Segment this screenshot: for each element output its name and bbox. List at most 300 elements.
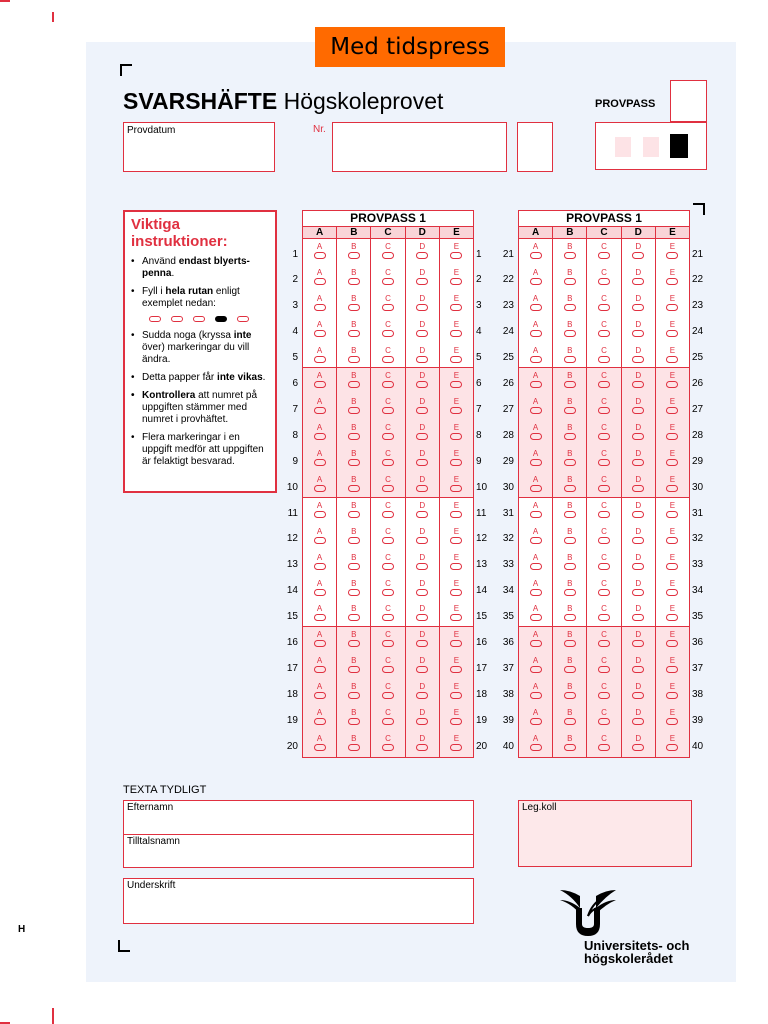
answer-bubble[interactable] xyxy=(666,614,678,621)
answer-option[interactable] xyxy=(303,498,337,524)
answer-option[interactable] xyxy=(656,576,689,602)
answer-bubble[interactable] xyxy=(416,356,428,363)
answer-option[interactable] xyxy=(337,576,371,602)
answer-bubble[interactable] xyxy=(314,537,326,544)
answer-bubble[interactable] xyxy=(450,744,462,751)
answer-option[interactable] xyxy=(587,291,621,317)
answer-bubble[interactable] xyxy=(348,356,360,363)
answer-option[interactable] xyxy=(371,679,405,705)
answer-bubble[interactable] xyxy=(632,537,644,544)
answer-bubble[interactable] xyxy=(666,640,678,647)
answer-option[interactable] xyxy=(587,472,621,497)
answer-bubble[interactable] xyxy=(382,330,394,337)
answer-bubble[interactable] xyxy=(632,252,644,259)
answer-option[interactable] xyxy=(519,265,553,291)
answer-option[interactable] xyxy=(519,679,553,705)
answer-bubble[interactable] xyxy=(450,330,462,337)
answer-bubble[interactable] xyxy=(530,304,542,311)
answer-bubble[interactable] xyxy=(530,563,542,570)
answer-bubble[interactable] xyxy=(564,356,576,363)
answer-bubble[interactable] xyxy=(348,459,360,466)
answer-option[interactable] xyxy=(622,601,656,626)
answer-option[interactable] xyxy=(587,705,621,731)
underskrift-field[interactable] xyxy=(123,878,474,924)
answer-option[interactable] xyxy=(440,446,473,472)
answer-option[interactable] xyxy=(337,239,371,265)
answer-option[interactable] xyxy=(587,576,621,602)
answer-option[interactable] xyxy=(371,239,405,265)
answer-option[interactable] xyxy=(303,394,337,420)
answer-option[interactable] xyxy=(337,265,371,291)
answer-option[interactable] xyxy=(440,627,473,653)
answer-bubble[interactable] xyxy=(666,744,678,751)
answer-bubble[interactable] xyxy=(348,381,360,388)
answer-bubble[interactable] xyxy=(598,304,610,311)
answer-option[interactable] xyxy=(440,498,473,524)
answer-option[interactable] xyxy=(656,627,689,653)
answer-bubble[interactable] xyxy=(450,692,462,699)
answer-option[interactable] xyxy=(519,550,553,576)
answer-option[interactable] xyxy=(440,472,473,497)
answer-bubble[interactable] xyxy=(416,252,428,259)
answer-bubble[interactable] xyxy=(666,330,678,337)
answer-option[interactable] xyxy=(587,679,621,705)
answer-option[interactable] xyxy=(553,550,587,576)
answer-option[interactable] xyxy=(622,472,656,497)
answer-option[interactable] xyxy=(371,291,405,317)
answer-option[interactable] xyxy=(406,653,440,679)
answer-bubble[interactable] xyxy=(314,407,326,414)
answer-option[interactable] xyxy=(656,498,689,524)
answer-bubble[interactable] xyxy=(450,563,462,570)
answer-bubble[interactable] xyxy=(314,433,326,440)
answer-bubble[interactable] xyxy=(450,433,462,440)
answer-bubble[interactable] xyxy=(314,692,326,699)
provpass-number-box[interactable] xyxy=(670,80,707,122)
answer-bubble[interactable] xyxy=(416,718,428,725)
answer-bubble[interactable] xyxy=(530,330,542,337)
answer-bubble[interactable] xyxy=(666,278,678,285)
answer-bubble[interactable] xyxy=(564,718,576,725)
answer-bubble[interactable] xyxy=(450,511,462,518)
answer-option[interactable] xyxy=(622,239,656,265)
answer-bubble[interactable] xyxy=(416,537,428,544)
answer-bubble[interactable] xyxy=(530,537,542,544)
answer-option[interactable] xyxy=(303,627,337,653)
answer-option[interactable] xyxy=(622,368,656,394)
answer-bubble[interactable] xyxy=(598,252,610,259)
answer-option[interactable] xyxy=(519,653,553,679)
answer-option[interactable] xyxy=(519,731,553,757)
answer-bubble[interactable] xyxy=(416,304,428,311)
answer-bubble[interactable] xyxy=(530,718,542,725)
answer-option[interactable] xyxy=(371,550,405,576)
answer-option[interactable] xyxy=(587,265,621,291)
answer-option[interactable] xyxy=(440,653,473,679)
efternamn-field[interactable] xyxy=(123,800,474,835)
answer-option[interactable] xyxy=(519,420,553,446)
answer-option[interactable] xyxy=(519,394,553,420)
answer-bubble[interactable] xyxy=(382,278,394,285)
answer-option[interactable] xyxy=(371,265,405,291)
answer-option[interactable] xyxy=(303,705,337,731)
answer-option[interactable] xyxy=(553,394,587,420)
answer-option[interactable] xyxy=(519,291,553,317)
answer-bubble[interactable] xyxy=(564,485,576,492)
answer-bubble[interactable] xyxy=(632,692,644,699)
nr-field[interactable] xyxy=(332,122,507,172)
answer-bubble[interactable] xyxy=(382,252,394,259)
answer-bubble[interactable] xyxy=(382,485,394,492)
answer-bubble[interactable] xyxy=(530,666,542,673)
answer-bubble[interactable] xyxy=(666,304,678,311)
answer-option[interactable] xyxy=(303,317,337,343)
answer-bubble[interactable] xyxy=(598,744,610,751)
answer-option[interactable] xyxy=(519,368,553,394)
answer-bubble[interactable] xyxy=(632,278,644,285)
answer-option[interactable] xyxy=(371,498,405,524)
answer-bubble[interactable] xyxy=(348,692,360,699)
answer-option[interactable] xyxy=(303,265,337,291)
answer-option[interactable] xyxy=(553,498,587,524)
answer-bubble[interactable] xyxy=(564,640,576,647)
answer-bubble[interactable] xyxy=(530,459,542,466)
answer-option[interactable] xyxy=(656,317,689,343)
answer-bubble[interactable] xyxy=(314,718,326,725)
answer-bubble[interactable] xyxy=(382,407,394,414)
answer-option[interactable] xyxy=(337,731,371,757)
answer-bubble[interactable] xyxy=(530,744,542,751)
answer-option[interactable] xyxy=(406,524,440,550)
answer-bubble[interactable] xyxy=(382,640,394,647)
answer-option[interactable] xyxy=(371,368,405,394)
answer-option[interactable] xyxy=(622,317,656,343)
answer-option[interactable] xyxy=(371,317,405,343)
answer-bubble[interactable] xyxy=(348,252,360,259)
answer-bubble[interactable] xyxy=(666,563,678,570)
answer-option[interactable] xyxy=(519,705,553,731)
answer-bubble[interactable] xyxy=(314,252,326,259)
answer-bubble[interactable] xyxy=(598,537,610,544)
answer-bubble[interactable] xyxy=(314,589,326,596)
answer-bubble[interactable] xyxy=(416,433,428,440)
answer-bubble[interactable] xyxy=(314,485,326,492)
answer-bubble[interactable] xyxy=(416,407,428,414)
answer-option[interactable] xyxy=(406,498,440,524)
answer-option[interactable] xyxy=(337,343,371,368)
answer-option[interactable] xyxy=(553,239,587,265)
answer-option[interactable] xyxy=(440,239,473,265)
answer-bubble[interactable] xyxy=(382,433,394,440)
answer-bubble[interactable] xyxy=(348,537,360,544)
answer-option[interactable] xyxy=(406,731,440,757)
answer-bubble[interactable] xyxy=(666,356,678,363)
answer-option[interactable] xyxy=(440,524,473,550)
answer-bubble[interactable] xyxy=(382,511,394,518)
answer-bubble[interactable] xyxy=(666,485,678,492)
answer-bubble[interactable] xyxy=(382,614,394,621)
answer-bubble[interactable] xyxy=(632,304,644,311)
answer-bubble[interactable] xyxy=(348,589,360,596)
answer-option[interactable] xyxy=(587,239,621,265)
answer-bubble[interactable] xyxy=(666,511,678,518)
answer-option[interactable] xyxy=(656,524,689,550)
answer-bubble[interactable] xyxy=(632,718,644,725)
answer-option[interactable] xyxy=(622,627,656,653)
answer-option[interactable] xyxy=(622,679,656,705)
answer-option[interactable] xyxy=(337,317,371,343)
answer-option[interactable] xyxy=(519,524,553,550)
answer-bubble[interactable] xyxy=(666,407,678,414)
answer-option[interactable] xyxy=(371,653,405,679)
answer-option[interactable] xyxy=(553,653,587,679)
answer-bubble[interactable] xyxy=(450,304,462,311)
answer-option[interactable] xyxy=(303,368,337,394)
answer-option[interactable] xyxy=(656,420,689,446)
answer-bubble[interactable] xyxy=(450,356,462,363)
answer-option[interactable] xyxy=(622,420,656,446)
answer-option[interactable] xyxy=(406,291,440,317)
answer-bubble[interactable] xyxy=(416,485,428,492)
answer-bubble[interactable] xyxy=(416,511,428,518)
answer-bubble[interactable] xyxy=(598,666,610,673)
answer-option[interactable] xyxy=(371,394,405,420)
answer-option[interactable] xyxy=(440,731,473,757)
answer-bubble[interactable] xyxy=(666,459,678,466)
answer-bubble[interactable] xyxy=(450,278,462,285)
answer-bubble[interactable] xyxy=(348,718,360,725)
answer-bubble[interactable] xyxy=(348,666,360,673)
answer-option[interactable] xyxy=(656,731,689,757)
answer-bubble[interactable] xyxy=(348,563,360,570)
answer-bubble[interactable] xyxy=(382,381,394,388)
answer-option[interactable] xyxy=(337,653,371,679)
answer-bubble[interactable] xyxy=(564,692,576,699)
answer-option[interactable] xyxy=(587,317,621,343)
answer-bubble[interactable] xyxy=(632,485,644,492)
answer-option[interactable] xyxy=(656,394,689,420)
answer-option[interactable] xyxy=(337,679,371,705)
answer-bubble[interactable] xyxy=(666,433,678,440)
answer-option[interactable] xyxy=(337,394,371,420)
answer-option[interactable] xyxy=(656,239,689,265)
answer-option[interactable] xyxy=(337,446,371,472)
answer-bubble[interactable] xyxy=(666,666,678,673)
answer-bubble[interactable] xyxy=(382,666,394,673)
answer-bubble[interactable] xyxy=(314,614,326,621)
answer-bubble[interactable] xyxy=(598,407,610,414)
answer-bubble[interactable] xyxy=(564,744,576,751)
answer-bubble[interactable] xyxy=(564,381,576,388)
answer-bubble[interactable] xyxy=(348,614,360,621)
answer-option[interactable] xyxy=(587,446,621,472)
answer-option[interactable] xyxy=(553,368,587,394)
answer-bubble[interactable] xyxy=(382,537,394,544)
answer-option[interactable] xyxy=(371,601,405,626)
answer-option[interactable] xyxy=(440,317,473,343)
answer-option[interactable] xyxy=(587,420,621,446)
answer-option[interactable] xyxy=(337,291,371,317)
answer-bubble[interactable] xyxy=(530,614,542,621)
answer-bubble[interactable] xyxy=(564,304,576,311)
answer-bubble[interactable] xyxy=(382,304,394,311)
answer-option[interactable] xyxy=(303,291,337,317)
answer-bubble[interactable] xyxy=(598,433,610,440)
answer-bubble[interactable] xyxy=(450,718,462,725)
answer-option[interactable] xyxy=(440,550,473,576)
answer-bubble[interactable] xyxy=(598,640,610,647)
answer-bubble[interactable] xyxy=(416,589,428,596)
answer-bubble[interactable] xyxy=(632,459,644,466)
answer-option[interactable] xyxy=(519,498,553,524)
answer-bubble[interactable] xyxy=(564,433,576,440)
answer-option[interactable] xyxy=(519,343,553,368)
answer-bubble[interactable] xyxy=(382,744,394,751)
answer-bubble[interactable] xyxy=(632,640,644,647)
nr-check-field[interactable] xyxy=(517,122,553,172)
answer-option[interactable] xyxy=(440,576,473,602)
answer-bubble[interactable] xyxy=(382,563,394,570)
answer-bubble[interactable] xyxy=(416,614,428,621)
answer-option[interactable] xyxy=(656,265,689,291)
answer-option[interactable] xyxy=(519,446,553,472)
answer-bubble[interactable] xyxy=(450,537,462,544)
answer-option[interactable] xyxy=(519,472,553,497)
answer-bubble[interactable] xyxy=(450,252,462,259)
answer-bubble[interactable] xyxy=(666,252,678,259)
answer-option[interactable] xyxy=(553,576,587,602)
answer-option[interactable] xyxy=(371,524,405,550)
answer-option[interactable] xyxy=(553,420,587,446)
answer-option[interactable] xyxy=(656,679,689,705)
answer-option[interactable] xyxy=(371,343,405,368)
answer-option[interactable] xyxy=(553,627,587,653)
answer-option[interactable] xyxy=(406,472,440,497)
answer-bubble[interactable] xyxy=(314,304,326,311)
answer-bubble[interactable] xyxy=(564,537,576,544)
answer-bubble[interactable] xyxy=(416,330,428,337)
answer-bubble[interactable] xyxy=(450,381,462,388)
answer-bubble[interactable] xyxy=(666,537,678,544)
answer-option[interactable] xyxy=(440,291,473,317)
answer-option[interactable] xyxy=(406,317,440,343)
answer-bubble[interactable] xyxy=(314,278,326,285)
answer-bubble[interactable] xyxy=(450,589,462,596)
answer-bubble[interactable] xyxy=(314,511,326,518)
answer-option[interactable] xyxy=(303,472,337,497)
answer-bubble[interactable] xyxy=(632,330,644,337)
answer-bubble[interactable] xyxy=(416,459,428,466)
answer-option[interactable] xyxy=(519,601,553,626)
answer-option[interactable] xyxy=(519,627,553,653)
answer-option[interactable] xyxy=(337,420,371,446)
answer-option[interactable] xyxy=(519,317,553,343)
answer-option[interactable] xyxy=(303,576,337,602)
answer-option[interactable] xyxy=(622,394,656,420)
answer-option[interactable] xyxy=(656,343,689,368)
answer-option[interactable] xyxy=(406,343,440,368)
answer-option[interactable] xyxy=(371,472,405,497)
answer-bubble[interactable] xyxy=(598,278,610,285)
answer-bubble[interactable] xyxy=(564,614,576,621)
answer-bubble[interactable] xyxy=(564,563,576,570)
answer-bubble[interactable] xyxy=(348,640,360,647)
answer-option[interactable] xyxy=(371,420,405,446)
answer-bubble[interactable] xyxy=(598,589,610,596)
answer-option[interactable] xyxy=(337,627,371,653)
answer-bubble[interactable] xyxy=(382,692,394,699)
answer-option[interactable] xyxy=(553,446,587,472)
answer-option[interactable] xyxy=(587,601,621,626)
answer-bubble[interactable] xyxy=(450,614,462,621)
answer-option[interactable] xyxy=(440,420,473,446)
answer-bubble[interactable] xyxy=(348,330,360,337)
answer-option[interactable] xyxy=(622,653,656,679)
answer-option[interactable] xyxy=(337,705,371,731)
answer-bubble[interactable] xyxy=(416,278,428,285)
answer-bubble[interactable] xyxy=(314,330,326,337)
answer-bubble[interactable] xyxy=(416,640,428,647)
answer-option[interactable] xyxy=(303,524,337,550)
answer-option[interactable] xyxy=(303,601,337,626)
answer-option[interactable] xyxy=(303,550,337,576)
answer-option[interactable] xyxy=(656,291,689,317)
answer-option[interactable] xyxy=(587,343,621,368)
answer-bubble[interactable] xyxy=(530,640,542,647)
answer-bubble[interactable] xyxy=(382,589,394,596)
answer-option[interactable] xyxy=(303,239,337,265)
answer-bubble[interactable] xyxy=(314,666,326,673)
answer-option[interactable] xyxy=(303,343,337,368)
answer-bubble[interactable] xyxy=(314,459,326,466)
answer-bubble[interactable] xyxy=(450,640,462,647)
answer-option[interactable] xyxy=(553,472,587,497)
answer-option[interactable] xyxy=(553,524,587,550)
answer-bubble[interactable] xyxy=(632,666,644,673)
answer-bubble[interactable] xyxy=(632,511,644,518)
answer-option[interactable] xyxy=(622,498,656,524)
answer-bubble[interactable] xyxy=(530,381,542,388)
answer-option[interactable] xyxy=(587,627,621,653)
answer-option[interactable] xyxy=(337,524,371,550)
answer-option[interactable] xyxy=(587,731,621,757)
answer-bubble[interactable] xyxy=(564,459,576,466)
answer-bubble[interactable] xyxy=(598,614,610,621)
answer-option[interactable] xyxy=(622,705,656,731)
answer-option[interactable] xyxy=(440,679,473,705)
answer-option[interactable] xyxy=(622,446,656,472)
answer-bubble[interactable] xyxy=(530,252,542,259)
answer-bubble[interactable] xyxy=(666,381,678,388)
answer-bubble[interactable] xyxy=(598,459,610,466)
answer-option[interactable] xyxy=(406,601,440,626)
answer-option[interactable] xyxy=(553,291,587,317)
answer-option[interactable] xyxy=(337,550,371,576)
answer-bubble[interactable] xyxy=(348,278,360,285)
answer-bubble[interactable] xyxy=(598,563,610,570)
answer-option[interactable] xyxy=(337,498,371,524)
answer-option[interactable] xyxy=(656,368,689,394)
answer-option[interactable] xyxy=(371,627,405,653)
answer-option[interactable] xyxy=(622,265,656,291)
answer-option[interactable] xyxy=(406,550,440,576)
answer-bubble[interactable] xyxy=(348,433,360,440)
answer-option[interactable] xyxy=(553,343,587,368)
answer-option[interactable] xyxy=(406,394,440,420)
answer-bubble[interactable] xyxy=(564,666,576,673)
answer-option[interactable] xyxy=(553,679,587,705)
answer-option[interactable] xyxy=(553,731,587,757)
